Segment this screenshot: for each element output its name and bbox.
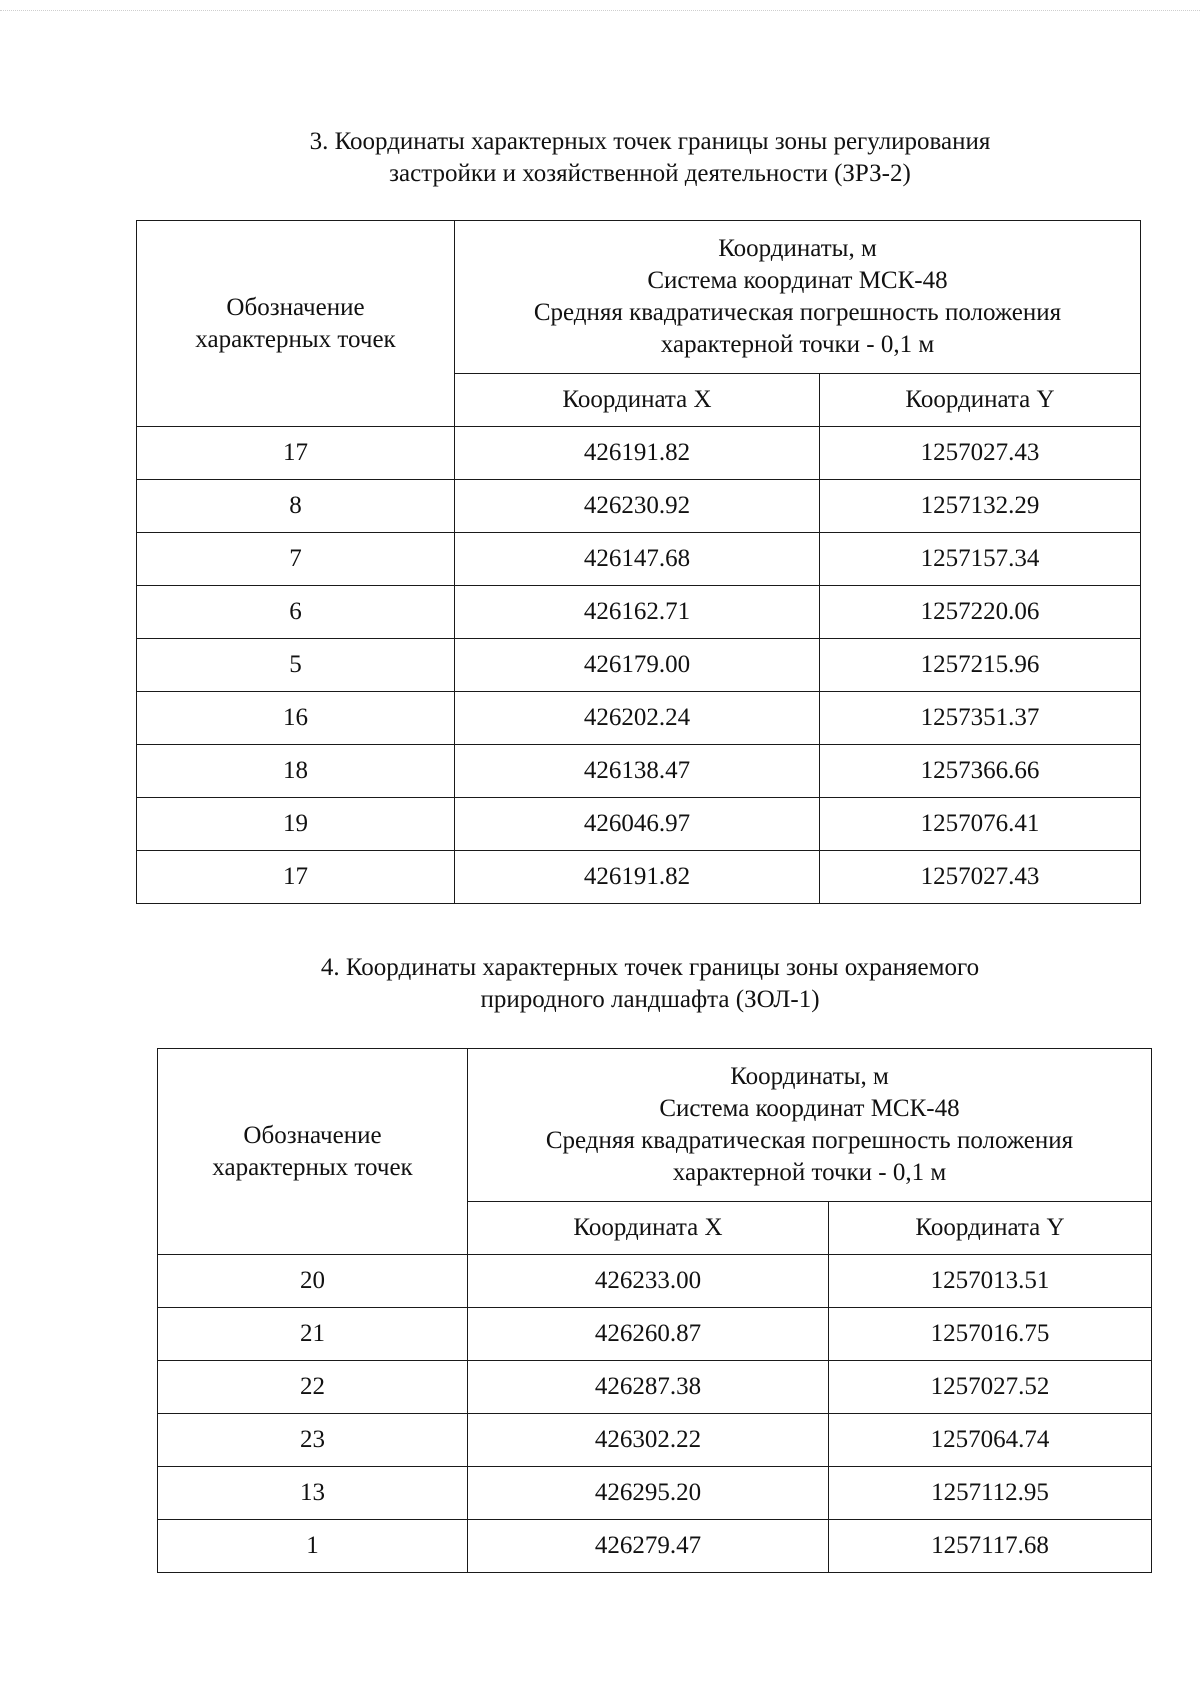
header-line: Система координат МСК-48 (647, 267, 948, 294)
y-cell: 1257112.95 (829, 1467, 1152, 1520)
x-cell: 426260.87 (468, 1308, 829, 1361)
point-cell: 19 (137, 798, 455, 851)
section-3-title-line: 3. Координаты характерных точек границы зоны регулирования (309, 128, 991, 155)
x-cell: 426295.20 (468, 1467, 829, 1520)
y-cell: 1257117.68 (829, 1520, 1152, 1573)
y-cell: 1257366.66 (820, 745, 1141, 798)
table-row (158, 1467, 1152, 1520)
x-cell: 426147.68 (455, 533, 820, 586)
table-row (137, 745, 1141, 798)
header-line: Обозначение (243, 1121, 382, 1149)
point-cell: 18 (137, 745, 455, 798)
table-row (158, 1414, 1152, 1467)
point-cell: 22 (158, 1361, 468, 1414)
section-4-title-line: 4. Координаты характерных точек границы зоны охраняемого (320, 954, 980, 981)
coordinate-x-header: Координата X (455, 374, 820, 427)
header-line: Координаты, м (718, 235, 877, 262)
x-cell: 426279.47 (468, 1520, 829, 1573)
y-cell: 1257016.75 (829, 1308, 1152, 1361)
table-row (137, 480, 1141, 533)
point-designation-header (137, 221, 455, 427)
section-3-title-line: застройки и хозяйственной деятельности (ЗРЗ-2) (389, 160, 911, 187)
header-line: Система координат МСК-48 (659, 1095, 960, 1122)
y-cell: 1257132.29 (820, 480, 1141, 533)
table-row (158, 1308, 1152, 1361)
x-cell: 426138.47 (455, 745, 820, 798)
header-line: Средняя квадратическая погрешность положения (545, 1127, 1074, 1154)
y-cell: 1257027.43 (820, 851, 1141, 904)
point-cell: 5 (137, 639, 455, 692)
table-row (158, 1255, 1152, 1308)
point-cell: 17 (137, 427, 455, 480)
y-cell: 1257351.37 (820, 692, 1141, 745)
table-row (137, 798, 1141, 851)
coordinates-table-zrz-2 (136, 220, 1141, 904)
y-cell: 1257220.06 (820, 586, 1141, 639)
x-cell: 426162.71 (455, 586, 820, 639)
header-line: Координаты, м (730, 1063, 889, 1090)
x-cell: 426302.22 (468, 1414, 829, 1467)
x-cell: 426230.92 (455, 480, 820, 533)
coordinate-y-header: Координата Y (829, 1202, 1152, 1255)
table-row (137, 427, 1141, 480)
header-line: Средняя квадратическая погрешность положения (533, 299, 1062, 326)
coordinates-header (468, 1049, 1152, 1202)
y-cell: 1257076.41 (820, 798, 1141, 851)
y-cell: 1257157.34 (820, 533, 1141, 586)
page-top-edge (0, 10, 1200, 11)
section-3-title (170, 126, 1130, 190)
point-cell: 7 (137, 533, 455, 586)
header-line: Обозначение (226, 293, 365, 321)
y-cell: 1257013.51 (829, 1255, 1152, 1308)
table-row (158, 1520, 1152, 1573)
point-cell: 13 (158, 1467, 468, 1520)
x-cell: 426233.00 (468, 1255, 829, 1308)
header-line: характерной точки - 0,1 м (672, 1159, 947, 1186)
x-cell: 426202.24 (455, 692, 820, 745)
section-4-title (170, 952, 1130, 1016)
point-designation-header (158, 1049, 468, 1255)
point-cell: 8 (137, 480, 455, 533)
y-cell: 1257027.43 (820, 427, 1141, 480)
coordinates-table-zol-1 (157, 1048, 1152, 1573)
section-4-title-line: природного ландшафта (ЗОЛ-1) (480, 986, 820, 1013)
point-cell: 17 (137, 851, 455, 904)
y-cell: 1257215.96 (820, 639, 1141, 692)
table-row (158, 1361, 1152, 1414)
coordinate-x-header: Координата X (468, 1202, 829, 1255)
header-line: характерных точек (195, 325, 396, 353)
x-cell: 426179.00 (455, 639, 820, 692)
table-row (137, 586, 1141, 639)
point-cell: 1 (158, 1520, 468, 1573)
y-cell: 1257064.74 (829, 1414, 1152, 1467)
table-row (137, 533, 1141, 586)
point-cell: 6 (137, 586, 455, 639)
coordinates-header (455, 221, 1141, 374)
table-row (137, 692, 1141, 745)
header-line: характерной точки - 0,1 м (660, 331, 935, 358)
point-cell: 20 (158, 1255, 468, 1308)
point-cell: 21 (158, 1308, 468, 1361)
point-cell: 16 (137, 692, 455, 745)
x-cell: 426191.82 (455, 851, 820, 904)
x-cell: 426287.38 (468, 1361, 829, 1414)
coordinate-y-header: Координата Y (820, 374, 1141, 427)
point-cell: 23 (158, 1414, 468, 1467)
x-cell: 426191.82 (455, 427, 820, 480)
table-row (137, 851, 1141, 904)
header-line: характерных точек (212, 1153, 413, 1181)
x-cell: 426046.97 (455, 798, 820, 851)
y-cell: 1257027.52 (829, 1361, 1152, 1414)
table-row (137, 639, 1141, 692)
